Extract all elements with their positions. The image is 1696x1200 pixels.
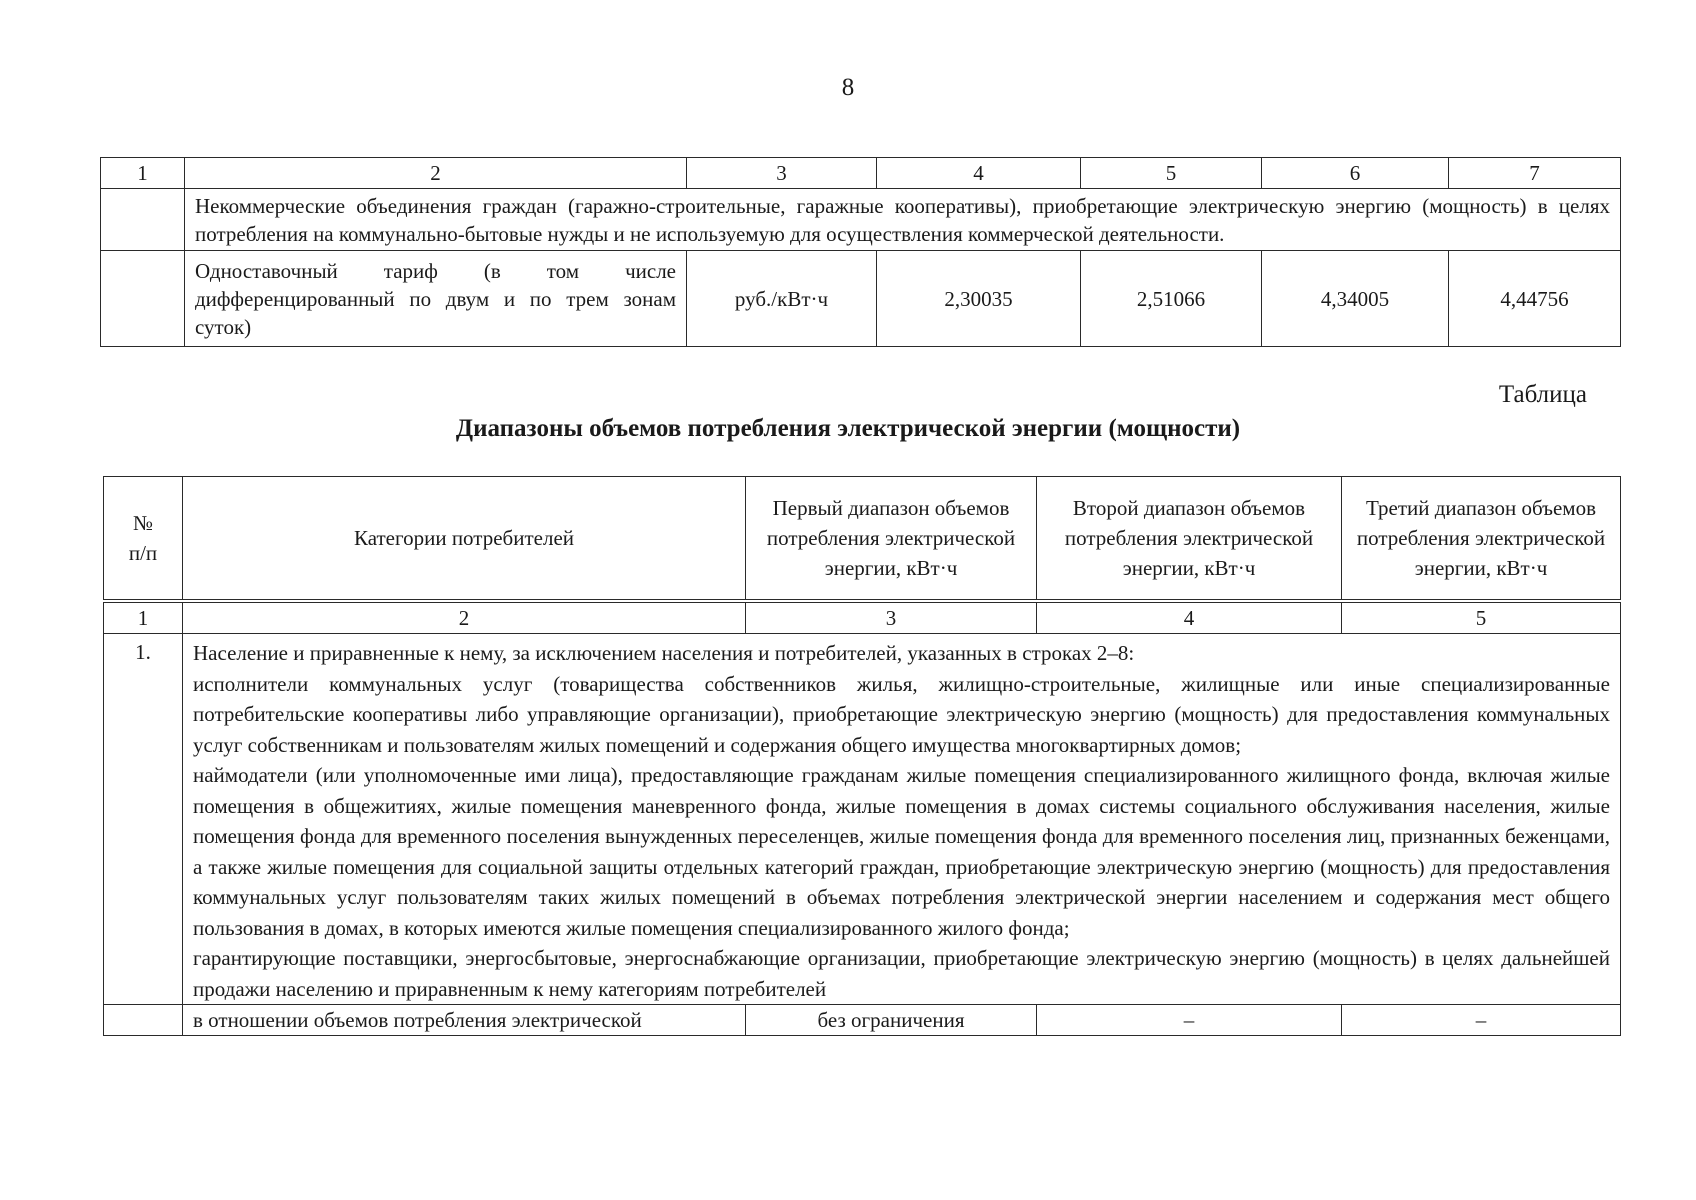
col-number: 3 <box>687 158 877 189</box>
table-label: Таблица <box>1498 381 1587 408</box>
empty-cell <box>101 251 185 347</box>
col-number: 2 <box>185 158 687 189</box>
header-second-range: Второй диапазон объемов потребления электрической энергии, кВт·ч <box>1037 477 1342 602</box>
table-title: Диапазоны объемов потребления электрической энергии (мощности) <box>455 415 1241 442</box>
col-number: 3 <box>746 601 1037 634</box>
column-number-row <box>101 158 1621 189</box>
page-number: 8 <box>841 74 855 101</box>
second-range-value: – <box>1037 1005 1342 1036</box>
column-number-row <box>104 601 1621 634</box>
row-number: 1. <box>104 634 183 1005</box>
col-number: 5 <box>1081 158 1262 189</box>
header-first-range: Первый диапазон объемов потребления электрической энергии, кВт·ч <box>746 477 1037 602</box>
col-number: 4 <box>877 158 1081 189</box>
group-row <box>101 189 1621 251</box>
col-number: 2 <box>183 601 746 634</box>
tariff-row <box>101 251 1621 347</box>
third-range-value: – <box>1342 1005 1621 1036</box>
first-range-value: без ограничения <box>746 1005 1037 1036</box>
tariff-value: 2,30035 <box>877 251 1081 347</box>
header-third-range: Третий диапазон объемов потребления электрической энергии, кВт·ч <box>1342 477 1621 602</box>
tariff-value: 4,34005 <box>1262 251 1449 347</box>
col-number: 1 <box>101 158 185 189</box>
col-number: 6 <box>1262 158 1449 189</box>
header-row <box>104 477 1621 602</box>
tariff-name: Одноставочный тариф (в том числе дифференцированный по двум и по трем зонам суток) <box>185 251 687 347</box>
table-row <box>104 1005 1621 1036</box>
group-description: Некоммерческие объединения граждан (гаражно-строительные, гаражные кооперативы), приобретающие электрическую энергию (мощность) в целях потребления на коммунально-бытовые нужды и не используемую для осуществления коммерческой деятельности. <box>185 189 1621 251</box>
table-row <box>104 634 1621 1005</box>
col-number: 7 <box>1449 158 1621 189</box>
tariff-unit: руб./кВт·ч <box>687 251 877 347</box>
sub-row-text: в отношении объемов потребления электрической <box>183 1005 746 1036</box>
header-number: № п/п <box>104 477 183 602</box>
paragraph: гарантирующие поставщики, энергосбытовые, энергоснабжающие организации, приобретающие электрическую энергию (мощность) в целях дальнейшей продажи населению и приравненным к нему категориям потребителей <box>193 946 1610 1001</box>
tariff-value: 2,51066 <box>1081 251 1262 347</box>
empty-cell <box>104 1005 183 1036</box>
paragraph: исполнители коммунальных услуг (товарищества собственников жилья, жилищно-строительные, жилищные или иные специализированные потребительские кооперативы либо управляющие организации), приобретающие электрическую энергию (мощность) для предоставления коммунальных услуг собственникам и пользователям жилых помещений и содержания общего имущества многоквартирных домов; <box>193 671 1610 757</box>
row-description <box>183 634 1621 1005</box>
col-number: 1 <box>104 601 183 634</box>
tariff-value: 4,44756 <box>1449 251 1621 347</box>
col-number: 4 <box>1037 601 1342 634</box>
empty-cell <box>101 189 185 251</box>
paragraph: наймодатели (или уполномоченные ими лица), предоставляющие гражданам жилые помещения специализированного жилищного фонда, включая жилые помещения в общежитиях, жилые помещения маневренного фонда, жилые помещения в домах системы социального обслуживания населения, жилые помещения фонда для временного поселения вынужденных переселенцев, жилые помещения фонда для временного поселения лиц, признанных беженцами, а также жилые помещения для социальной защиты отдельных категорий граждан, приобретающие электрическую энергию (мощность) для предоставления коммунальных услуг пользователям таких жилых помещений в объемах потребления электрической энергии населением и содержания мест общего пользования в домах, в которых имеются жилые помещения специализированного жилого фонда; <box>193 763 1610 940</box>
col-number: 5 <box>1342 601 1621 634</box>
tariff-table <box>100 157 1621 347</box>
ranges-table <box>103 476 1621 1036</box>
paragraph: Население и приравненные к нему, за исключением населения и потребителей, указанных в строках 2–8: <box>193 641 1135 665</box>
header-categories: Категории потребителей <box>183 477 746 602</box>
